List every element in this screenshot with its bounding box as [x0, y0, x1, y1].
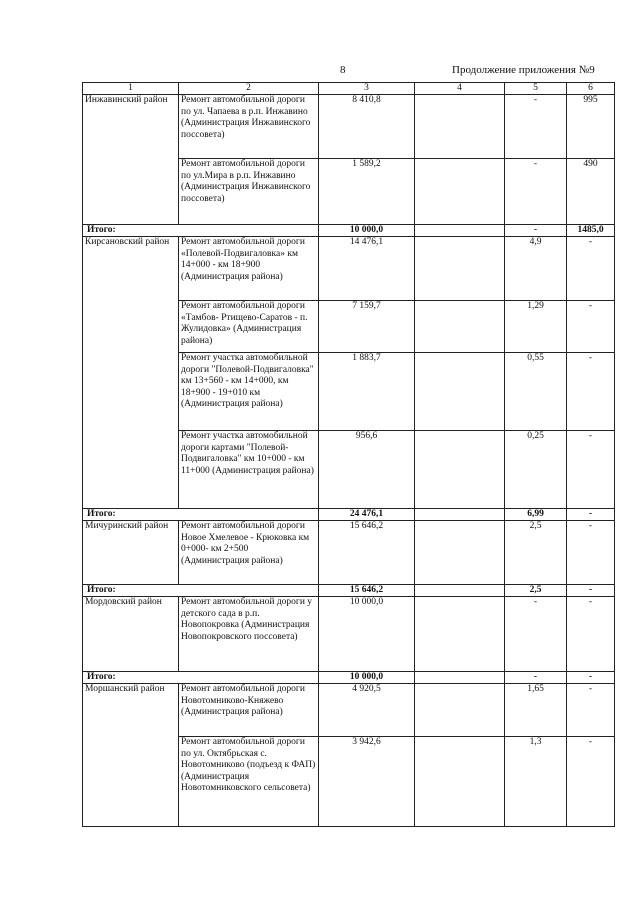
- table-row: [83, 237, 615, 301]
- page-number: 8: [340, 64, 346, 76]
- work-description-cell: Ремонт автомобильной дороги по ул.Мира в р.п. Инжавино (Администрация Инжавинского поссовета): [179, 159, 319, 225]
- work-description-cell: Ремонт автомобильной дороги «Полевой-Подвигаловка» км 14+000 - км 18+900 (Администрация района): [179, 237, 319, 301]
- column-header: 3: [319, 83, 415, 95]
- total-value-c4: [415, 585, 505, 597]
- value-cell-c4: [415, 237, 505, 301]
- work-description-cell: Ремонт автомобильной дороги по ул. Октябрьская с. Новотомниково (подъезд к ФАП) (Администрация Новотомниковского сельсовета): [179, 737, 319, 827]
- total-value-c5: -: [505, 672, 567, 684]
- value-cell-c5: 0,55: [505, 353, 567, 431]
- value-cell-c6: -: [567, 431, 615, 509]
- value-cell-c4: [415, 159, 505, 225]
- work-description-cell: Ремонт автомобильной дороги у детского сада в р.п. Новопокровка (Администрация Новопокровского поссовета): [179, 597, 319, 672]
- value-cell-c4: [415, 353, 505, 431]
- value-cell-c3: 8 410,8: [319, 95, 415, 159]
- district-cell: Инжавинский район: [83, 95, 179, 225]
- value-cell-c5: 1,65: [505, 684, 567, 737]
- total-value-c6: -: [567, 585, 615, 597]
- work-description-cell: Ремонт автомобильной дороги по ул. Чапаева в р.п. Инжавино (Администрация Инжавинского поссовета): [179, 95, 319, 159]
- total-value-c6: -: [567, 509, 615, 521]
- district-cell: Кирсановский район: [83, 237, 179, 509]
- table-row: [83, 597, 615, 672]
- value-cell-c6: -: [567, 353, 615, 431]
- value-cell-c4: [415, 521, 505, 585]
- total-value-c5: 2,5: [505, 585, 567, 597]
- value-cell-c3: 10 000,0: [319, 597, 415, 672]
- value-cell-c3: 15 646,2: [319, 521, 415, 585]
- value-cell-c6: 490: [567, 159, 615, 225]
- value-cell-c4: [415, 737, 505, 827]
- value-cell-c6: -: [567, 521, 615, 585]
- total-row: [83, 672, 615, 684]
- total-value-c5: -: [505, 225, 567, 237]
- value-cell-c6: -: [567, 237, 615, 301]
- value-cell-c4: [415, 95, 505, 159]
- total-value-c3: 15 646,2: [319, 585, 415, 597]
- total-value-c6: 1485,0: [567, 225, 615, 237]
- value-cell-c6: -: [567, 301, 615, 353]
- district-cell: Мордовский район: [83, 597, 179, 672]
- column-number-row: [83, 83, 615, 95]
- total-value-c6: -: [567, 672, 615, 684]
- value-cell-c5: -: [505, 95, 567, 159]
- appendix-table: [82, 82, 615, 827]
- value-cell-c6: -: [567, 737, 615, 827]
- total-value-c4: [415, 509, 505, 521]
- value-cell-c4: [415, 597, 505, 672]
- value-cell-c6: -: [567, 597, 615, 672]
- value-cell-c4: [415, 684, 505, 737]
- work-description-cell: Ремонт автомобильной дороги Новотомниково-Княжево (Администрация района): [179, 684, 319, 737]
- value-cell-c3: 7 159,7: [319, 301, 415, 353]
- value-cell-c4: [415, 301, 505, 353]
- value-cell-c4: [415, 431, 505, 509]
- continuation-label: Продолжение приложения №9: [452, 64, 595, 76]
- value-cell-c3: 14 476,1: [319, 237, 415, 301]
- value-cell-c6: 995: [567, 95, 615, 159]
- total-label: Итого:: [83, 585, 319, 597]
- total-row: [83, 585, 615, 597]
- table-row: [83, 521, 615, 585]
- value-cell-c5: -: [505, 159, 567, 225]
- total-label: Итого:: [83, 225, 319, 237]
- table-row: [83, 684, 615, 737]
- work-description-cell: Ремонт автомобильной дороги Новое Хмелевое - Крюковка км 0+000- км 2+500 (Администрация района): [179, 521, 319, 585]
- total-label: Итого:: [83, 672, 319, 684]
- total-row: [83, 509, 615, 521]
- total-row: [83, 225, 615, 237]
- district-cell: Моршанский район: [83, 684, 179, 827]
- total-value-c3: 10 000,0: [319, 672, 415, 684]
- table-row: [83, 95, 615, 159]
- value-cell-c6: -: [567, 684, 615, 737]
- column-header: 6: [567, 83, 615, 95]
- value-cell-c5: 2,5: [505, 521, 567, 585]
- value-cell-c3: 1 883,7: [319, 353, 415, 431]
- district-cell: Мичуринский район: [83, 521, 179, 585]
- work-description-cell: Ремонт участка автомобильной дороги картами "Полевой-Подвигаловка" км 10+000 - км 11+000 (Администрация района): [179, 431, 319, 509]
- column-header: 5: [505, 83, 567, 95]
- work-description-cell: Ремонт автомобильной дороги «Тамбов- Ртищево-Саратов - п. Жулидовка» (Администрация района): [179, 301, 319, 353]
- total-value-c4: [415, 225, 505, 237]
- value-cell-c5: 4,9: [505, 237, 567, 301]
- value-cell-c5: 1,3: [505, 737, 567, 827]
- value-cell-c5: 0,25: [505, 431, 567, 509]
- value-cell-c5: 1,29: [505, 301, 567, 353]
- value-cell-c3: 3 942,6: [319, 737, 415, 827]
- value-cell-c3: 956,6: [319, 431, 415, 509]
- total-value-c3: 10 000,0: [319, 225, 415, 237]
- total-value-c5: 6,99: [505, 509, 567, 521]
- total-label: Итого:: [83, 509, 319, 521]
- value-cell-c3: 4 920,5: [319, 684, 415, 737]
- total-value-c4: [415, 672, 505, 684]
- value-cell-c3: 1 589,2: [319, 159, 415, 225]
- value-cell-c5: -: [505, 597, 567, 672]
- work-description-cell: Ремонт участка автомобильной дороги "Полевой-Подвигаловка" км 13+560 - км 14+000, км 18+900 - 19+010 км (Администрация района): [179, 353, 319, 431]
- column-header: 1: [83, 83, 179, 95]
- column-header: 2: [179, 83, 319, 95]
- column-header: 4: [415, 83, 505, 95]
- total-value-c3: 24 476,1: [319, 509, 415, 521]
